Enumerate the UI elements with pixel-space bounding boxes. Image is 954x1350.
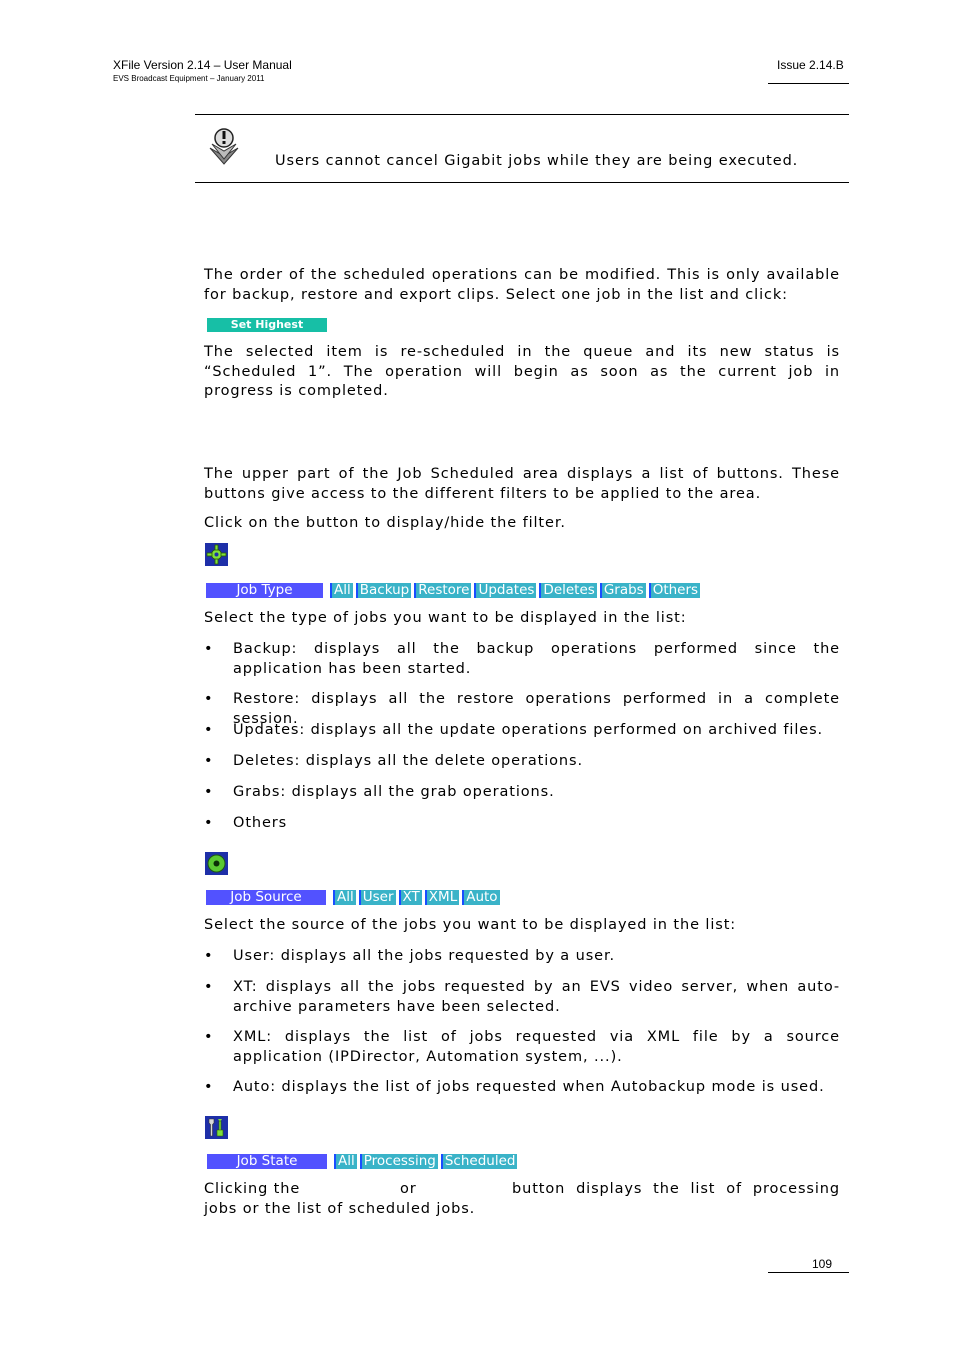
job-type-deletes-button[interactable]: Deletes xyxy=(539,583,596,598)
list-item: • Restore: displays all the restore operations performed in a complete session. xyxy=(204,691,840,727)
issue-label: Issue 2.14.B xyxy=(777,58,844,72)
job-source-filter-bar xyxy=(206,890,500,905)
job-state-scheduled-button[interactable]: Scheduled xyxy=(441,1154,518,1169)
job-state-text-c: button displays the list of processing jobs or the list of scheduled jobs. xyxy=(204,1181,840,1217)
job-type-label[interactable]: Job Type xyxy=(206,583,323,598)
job-source-user-button[interactable]: User xyxy=(359,890,396,905)
list-item: • Backup: displays all the backup operations performed since the application has been started. xyxy=(204,641,840,677)
note-top-rule xyxy=(195,114,849,115)
gear-icon[interactable] xyxy=(205,543,228,566)
job-source-xml-button[interactable]: XML xyxy=(425,890,459,905)
job-source-label[interactable]: Job Source xyxy=(206,890,326,905)
job-state-processing-button[interactable]: Processing xyxy=(360,1154,438,1169)
job-state-filter-bar xyxy=(207,1154,517,1169)
job-source-xt-button[interactable]: XT xyxy=(399,890,422,905)
job-state-text-a: Clicking the xyxy=(204,1181,301,1197)
set-highest-priority-button[interactable]: Set Highest Priority xyxy=(207,318,327,332)
document-title: XFile Version 2.14 – User Manual xyxy=(113,58,292,72)
job-type-restore-button[interactable]: Restore xyxy=(414,583,471,598)
filters-click-hint: Click on the button to display/hide the filter. xyxy=(204,515,566,531)
job-state-label[interactable]: Job State xyxy=(207,1154,327,1169)
list-item: • Grabs: displays all the grab operations. xyxy=(204,784,555,800)
job-type-all-button[interactable]: All xyxy=(330,583,353,598)
job-type-others-button[interactable]: Others xyxy=(649,583,700,598)
job-type-grabs-button[interactable]: Grabs xyxy=(600,583,646,598)
filters-intro-paragraph: The upper part of the Job Scheduled area displays a list of buttons. These buttons give access to the different filters to be applied to the area. xyxy=(204,466,840,502)
list-item: • Updates: displays all the update operations performed on archived files. xyxy=(204,722,824,738)
job-type-updates-button[interactable]: Updates xyxy=(474,583,536,598)
list-item: • User: displays all the jobs requested by a user. xyxy=(204,948,616,964)
priority-result-paragraph: The selected item is re-scheduled in the queue and its new status is “Scheduled 1”. The operation will begin as soon as the current job in progress is completed. xyxy=(204,344,840,399)
list-item: • Deletes: displays all the delete operations. xyxy=(204,753,583,769)
job-state-all-button[interactable]: All xyxy=(334,1154,357,1169)
priority-paragraph: The order of the scheduled operations can be modified. This is only available for backup, restore and export clips. Select one job in the list and click: xyxy=(204,267,840,303)
job-type-intro: Select the type of jobs you want to be displayed in the list: xyxy=(204,610,687,626)
page-number: 109 xyxy=(812,1257,833,1271)
header-rule xyxy=(768,83,849,84)
document-subtitle: EVS Broadcast Equipment – January 2011 xyxy=(113,74,265,83)
green-disc-icon[interactable] xyxy=(205,852,228,875)
list-item: • Others xyxy=(204,815,288,831)
list-item: • XML: displays the list of jobs requested via XML file by a source application (IPDirector, Automation system, ...). xyxy=(204,1029,840,1065)
note-bottom-rule xyxy=(195,182,849,183)
warning-note-icon xyxy=(207,126,241,166)
list-item: • Auto: displays the list of jobs requested when Autobackup mode is used. xyxy=(204,1079,825,1095)
list-item: • XT: displays all the jobs requested by an EVS video server, when auto-archive parameters have been selected. xyxy=(204,979,840,1015)
job-type-backup-button[interactable]: Backup xyxy=(356,583,412,598)
job-source-auto-button[interactable]: Auto xyxy=(462,890,499,905)
footer-rule xyxy=(768,1272,849,1273)
job-source-all-button[interactable]: All xyxy=(333,890,356,905)
note-text: Users cannot cancel Gigabit jobs while they are being executed. xyxy=(275,153,799,169)
tools-icon[interactable] xyxy=(205,1116,228,1139)
job-state-text-b: or xyxy=(400,1181,417,1197)
job-source-intro: Select the source of the jobs you want to be displayed in the list: xyxy=(204,917,737,933)
job-type-filter-bar xyxy=(206,583,700,598)
